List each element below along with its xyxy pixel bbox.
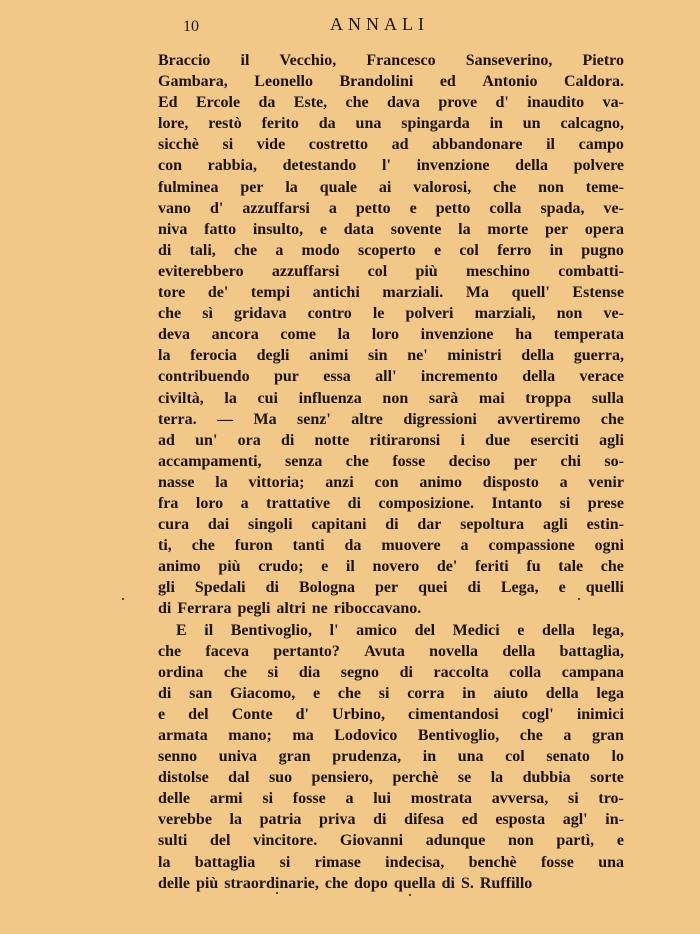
text-line: E il Bentivoglio, l' amico del Medici e della lega, [176,621,624,639]
text-line: contribuendo pur essa all' incremento della verace [158,368,624,386]
text-line: lore, restò ferito da una spingarda in un calcagno, [158,115,624,133]
scan-speck [578,598,580,600]
text-line: deva ancora come la loro invenzione ha temperata [158,326,624,344]
text-line: la battaglia si rimase indecisa, benchè fosse una [158,853,624,871]
text-line: che faceva pertanto? Avuta novella della battaglia, [158,642,624,660]
text-line: di san Giacomo, e che si corra in aiuto della lega [158,684,624,702]
text-line: armata mano; ma Lodovico Bentivoglio, che a gran [158,727,624,744]
text-line: e del Conte d' Urbino, cimentandosi cogl' inimici [158,705,624,723]
text-line: eviterebbero azzuffarsi col più meschino combatti- [158,262,624,280]
text-line: di tali, che a modo scoperto e col ferro in pugno [158,241,624,259]
body-text [158,50,624,894]
text-line: fulminea per la quale ai valorosi, che non teme- [158,178,624,196]
scan-speck [276,892,278,894]
text-line: niva fatto insulto, e data sovente la morte per opera [158,220,624,238]
text-line: tore de' tempi antichi marziali. Ma quell' Estense [158,284,624,302]
scan-speck [122,598,124,600]
text-line: nasse la vittoria; anzi con animo disposto a venir [158,473,624,491]
text-line: ordina che si dia segno di raccolta colla campana [158,663,624,681]
text-line: distolse dal suo pensiero, perchè se la dubbia sorte [158,769,624,787]
text-line: cura dai singoli capitani di dar sepoltura agli estin- [158,516,624,534]
text-line: civiltà, la cui influenza non sarà mai troppa sulla [158,389,624,407]
text-line: vano d' azzuffarsi a petto e petto colla spada, ve- [158,199,624,217]
text-line: fra loro a trattative di composizione. Intanto si prese [158,494,624,512]
text-line: ad un' ora di notte ritiraronsi i due eserciti agli [158,431,624,449]
text-line: senno univa gran prudenza, in una col senato lo [158,748,624,766]
text-line: terra. — Ma senz' altre digressioni avvertiremo che [158,410,624,428]
text-line: animo più crudo; e il novero de' feriti fu tale che [158,558,624,576]
text-line: Braccio il Vecchio, Francesco Sanseverino, Pietro [158,52,624,69]
scan-speck [409,894,411,896]
text-line: di Ferrara pegli altri ne riboccavano. [158,600,422,618]
text-line: Ed Ercole da Este, che dava prove d' inaudito va- [158,94,624,112]
text-line: la ferocia degli animi sin ne' ministri della guerra, [158,347,624,365]
text-line: che sì gridava contro le polveri marziali, non ve- [158,305,624,323]
text-line: con rabbia, detestando l' invenzione della polvere [158,157,624,175]
page-header [0,12,700,42]
text-line: sicchè si vide costretto ad abbandonare il campo [158,136,624,154]
page-number: 10 [183,18,199,35]
text-line: verebbe la patria priva di difesa ed esposta agl' in- [158,811,624,829]
running-title: ANNALI [330,14,429,34]
text-line: delle più straordinarie, che dopo quella di S. Ruffillo [158,874,533,892]
text-line: gli Spedali di Bologna per quei di Lega, e quelli [158,579,624,597]
text-line: accampamenti, senza che fosse deciso per chi so- [158,452,624,470]
text-line: ti, che furon tanti da muovere a compassione ogni [158,537,624,555]
text-line: sulti del vincitore. Giovanni adunque non partì, e [158,832,624,850]
text-line: delle armi si fosse a lui mostrata avversa, si tro- [158,790,624,808]
text-line: Gambara, Leonello Brandolini ed Antonio Caldora. [158,73,624,91]
